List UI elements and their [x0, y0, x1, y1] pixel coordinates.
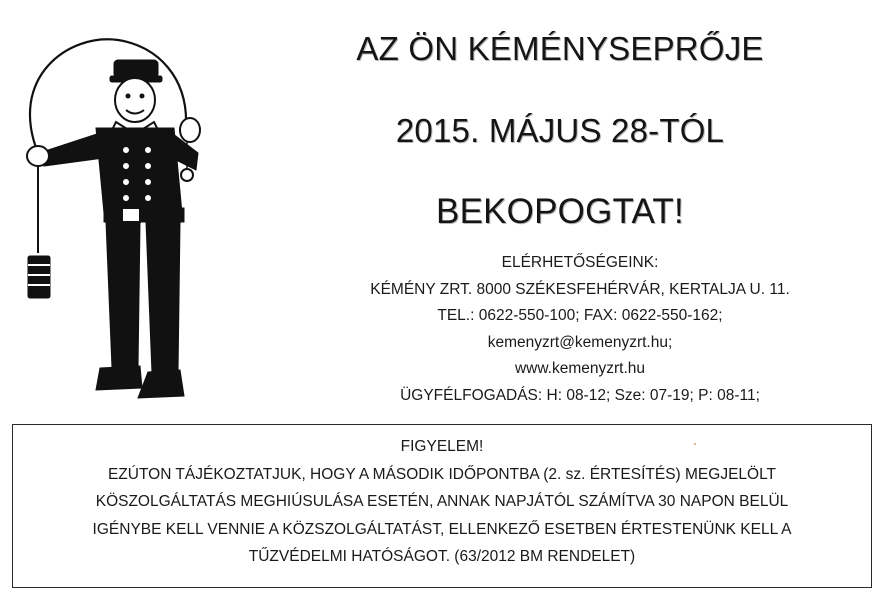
speck	[694, 443, 696, 445]
notice-box	[12, 424, 872, 588]
chimney-sweep-icon	[8, 38, 218, 408]
headline-line-1: AZ ÖN KÉMÉNYSEPRŐJE	[356, 30, 764, 67]
contact-email: kemenyzrt@kemenyzrt.hu;	[487, 333, 673, 351]
notice-title: FIGYELEM!	[400, 438, 484, 455]
notice-line: IGÉNYBE KELL VENNIE A KÖZSZOLGÁLTATÁST, ELLENKEZŐ ESETBEN ÉRTESTENÜNK KELL A	[92, 520, 792, 538]
headline-line-3: BEKOPOGTAT!	[436, 192, 684, 231]
contact-company-address: KÉMÉNY ZRT. 8000 SZÉKESFEHÉRVÁR, KERTALJA U. 11.	[370, 280, 790, 298]
contact-phone-fax: TEL.: 0622-550-100; FAX: 0622-550-162;	[437, 307, 723, 325]
notice-line: KÖSZOLGÁLTATÁS MEGHIÚSULÁSA ESETÉN, ANNAK NAPJÁTÓL SZÁMÍTVA 30 NAPON BELÜL	[95, 493, 789, 510]
notice-line: TŰZVÉDELMI HATÓSÁGOT. (63/2012 BM RENDELET)	[248, 548, 636, 565]
contact-website: www.kemenyzrt.hu	[514, 360, 646, 378]
contact-block	[280, 250, 880, 410]
headline-date: 2015. MÁJUS 28-TÓL	[395, 112, 725, 149]
contact-heading: ELÉRHETŐSÉGEINK:	[501, 254, 659, 271]
contact-office-hours: ÜGYFÉLFOGADÁS: H: 08-12; Sze: 07-19; P: 08-11;	[400, 386, 760, 404]
notice-line: EZÚTON TÁJÉKOZTATJUK, HOGY A MÁSODIK IDŐPONTBA (2. sz. ÉRTESÍTÉS) MEGJELÖLT	[107, 465, 777, 483]
